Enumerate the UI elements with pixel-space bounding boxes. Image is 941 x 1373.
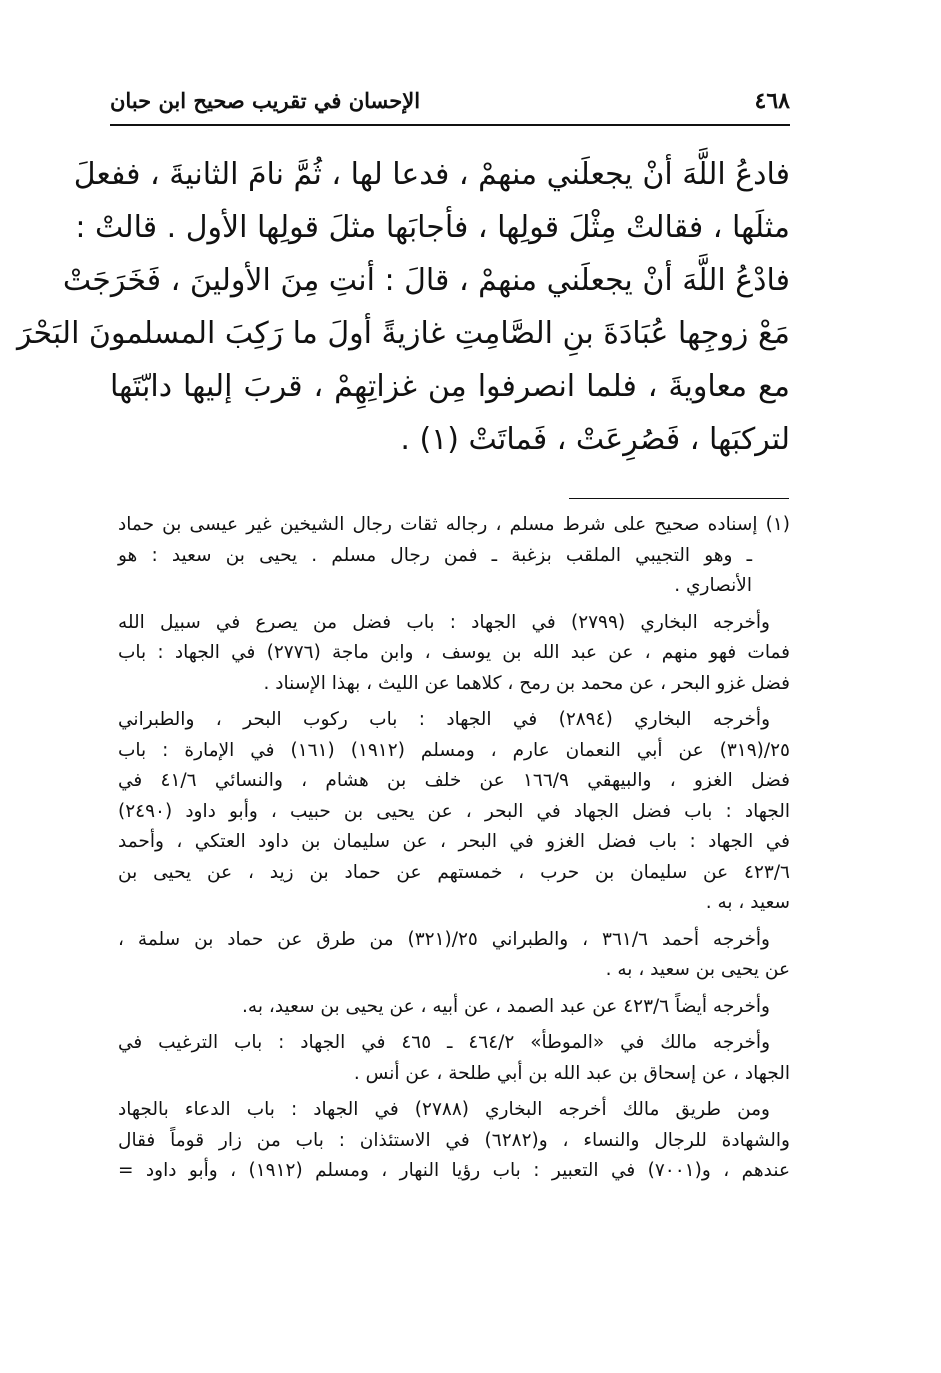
footnote-paragraph: [118, 1095, 790, 1187]
footnote-line: فضل الغزو ، والبيهقي ١٦٦/٩ عن خلف بن هشام ، والنسائي ٤١/٦ في: [118, 770, 790, 791]
footnote-line: سعيد ، به .: [705, 892, 790, 913]
footnote-separator: [569, 498, 789, 499]
footnote-line: وأخرجه أحمد ٣٦١/٦ ، والطبراني ٢٥/(٣٢١) من طرق عن حماد بن سلمة ،: [118, 928, 770, 950]
page-number: ٤٦٨: [754, 88, 790, 114]
footnotes: [118, 510, 790, 1193]
footnote-line: الجهاد : باب فضل الجهاد في البحر ، عن يحيى بن حبيب ، وأبو داود (٢٤٩٠): [118, 800, 790, 822]
running-header: [110, 88, 790, 120]
main-text-line: فادعُ اللَّهَ أنْ يجعلَني منهمْ ، فدعا لها ، ثُمَّ نامَ الثانيةَ ، ففعلَ: [73, 157, 790, 192]
footnote-paragraph: [118, 992, 790, 1023]
main-text-line: مَعْ زوجِها عُبَادَةَ بنِ الصَّامِتِ غازيةً أولَ ما رَكِبَ المسلمونَ البَحْرَ: [16, 316, 790, 351]
footnote-line: (١) إسناده صحيح على شرط مسلم ، رجاله ثقات رجال الشيخين غير عيسى بن حماد: [118, 514, 790, 535]
main-hadith-text: [16, 148, 790, 466]
footnote-line: وأخرجه البخاري (٢٨٩٤) في الجهاد : باب ركوب البحر ، والطبراني: [118, 709, 770, 730]
footnote-paragraph: [118, 925, 790, 986]
footnote-line: ٤٢٣/٦ عن سليمان بن حرب ، خمستهم عن حماد بن زيد ، عن يحيى بن: [118, 861, 790, 883]
main-text-line: مثلَها ، فقالتْ مِثْلَ قولِها ، فأجابَها مثلَ قولِها الأول . قالتْ :: [75, 210, 790, 245]
footnote-line: فمات فهو منهم ، عن عبد الله بن يوسف ، وابن ماجة (٢٧٧٦) في الجهاد : باب: [118, 642, 790, 663]
main-text-line: لتركبَها ، فَصُرِعَتْ ، فَماتَتْ (١) .: [400, 422, 790, 457]
main-text-line: مع معاويةَ ، فلما انصرفوا مِن غزاتِهِمْ ، قربَ إليها دابّتَها: [110, 369, 790, 404]
header-rule: [110, 124, 790, 126]
footnote-paragraph: [118, 705, 790, 919]
footnote-paragraph: [118, 510, 790, 602]
footnote-line: الأنصاري .: [674, 575, 752, 596]
footnote-line: ٢٥/(٣١٩) عن أبي النعمان عارم ، ومسلم (١٩١٢) (١٦١) في الإمارة : باب: [118, 739, 790, 761]
footnote-paragraph: [118, 1028, 790, 1089]
main-text-line: فادْعُ اللَّهَ أنْ يجعلَني منهمْ ، قالَ : أنتِ مِنَ الأولينَ ، فَخَرَجَتْ: [62, 263, 790, 298]
footnote-line: في الجهاد : باب فضل الغزو في البحر ، عن سليمان بن داود العتكي ، وأحمد: [118, 831, 790, 852]
footnote-line: وأخرجه البخاري (٢٧٩٩) في الجهاد : باب فضل من يصرع في سبيل الله: [118, 611, 770, 633]
footnote-line: عندهم ، و(٧٠٠١) في التعبير : باب رؤيا النهار ، ومسلم (١٩١٢) ، وأبو داود =: [118, 1160, 790, 1181]
footnote-line: فضل غزو البحر ، عن محمد بن رمح ، كلاهما عن الليث ، بهذا الإسناد .: [263, 672, 790, 694]
footnote-paragraph: [118, 608, 790, 700]
footnote-line: ـ وهو التجيبي الملقب بزغبة ـ فمن رجال مسلم . يحيى بن سعيد : هو: [118, 544, 752, 566]
footnote-line: الجهاد ، عن إسحاق بن عبد الله بن أبي طلحة ، عن أنس .: [353, 1062, 790, 1084]
running-title: الإحسان في تقريب صحيح ابن حبان: [110, 88, 421, 113]
footnote-line: وأخرجه مالك في «الموطأ» ٤٦٤/٢ ـ ٤٦٥ في الجهاد : باب الترغيب في: [118, 1032, 770, 1053]
footnote-line: عن يحيى بن سعيد ، به .: [605, 959, 790, 980]
footnote-line: ومن طريق مالك أخرجه البخاري (٢٧٨٨) في الجهاد : باب الدعاء بالجهاد: [118, 1099, 770, 1120]
footnote-line: وأخرجه أيضاً ٤٢٣/٦ عن عبد الصمد ، عن أبيه ، عن يحيى بن سعيد، به.: [242, 995, 770, 1017]
footnote-line: والشهادة للرجال والنساء ، و(٦٢٨٢) في الاستئذان : باب من زار قوماً فقال: [118, 1129, 790, 1151]
